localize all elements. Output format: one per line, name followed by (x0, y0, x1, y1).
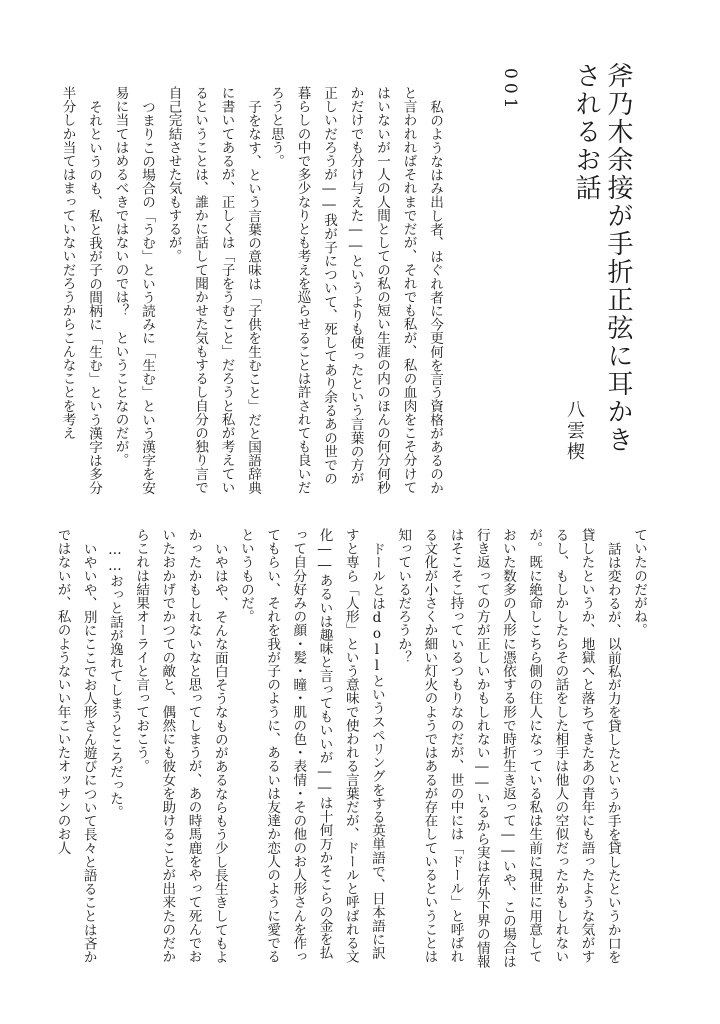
chapter-number-text: 001 (500, 68, 520, 113)
paragraph: 子をなす、という言葉の意味は「子供を生むこと」だと国語辞典に書いてあるが、正しくは「子をうむこと」だろうと私が考えているということは、誰かに話して聞かせた気もするし自分の独り言で自己完結させた気もするが。 (165, 86, 261, 494)
author-name-text: 八雲楔 (564, 400, 585, 463)
body-text-top-left (59, 86, 266, 498)
paragraph: それというのも、私と我が子の間柄に「生む」という漢字は多分半分しか当てはまっていないだろうからこんなことを考え (59, 86, 102, 494)
story-title-text: 斧乃木余接が手折正弦に耳かきされるお話 (571, 62, 633, 454)
paragraph: つまりこの場合の「うむ」という読みに「生む」という漢字を安易に当てはめるべきではないのでは？ ということなのだが。 (112, 86, 155, 494)
paragraph: いやはや、そんな面白そうなものがあるならもう少し長生きしてもよかったかもしれないなと思ってしまうが、あの時馬鹿をやって死んでおいたおかげでかつての敵と、偶然にも彼女を助けることが出来たのだからこれは結果オーライと言っておこう。 (133, 528, 228, 964)
paragraph: ドールとはdollというスペリングをする英単語で、日本語に訳すと専ら「人形」という意味で使われる言葉だが、ドールと呼ばれる文化――あるいは趣味と言ってもいいが――は十何万かそこらの金を払って自分好みの顔・髪・瞳・肌の色・表情・その他のお人形さんを作ってもらい、それを我が子のように、あるいは友達か恋人のように愛でるというものだ。 (237, 528, 385, 964)
body-text-bottom (54, 528, 652, 968)
author-name (556, 400, 588, 470)
paragraph: ……おっと話が逸れてしまうところだった。 (106, 541, 123, 819)
paragraph: ていたのだがね。 (631, 528, 647, 637)
chapter-number (496, 68, 522, 148)
paragraph: いやいや、別にここでお人形さん遊びについて長々と語ることは吝かではないが、私のようないい年こいたオッサンのお人 (54, 528, 97, 964)
body-text-top-right (268, 86, 448, 498)
paragraph: 私のようなはみ出し者、はぐれ者に今更何を言う資格があるのかと言われればそれまでだが、それでも私が、私の血肉をこそ分けてはいないが一人の人間としての私の短い生涯の内のほんの何分何秒かだけでも分け与えた――というよりも使ったという言葉の方が正しいだろうが――我が子について、死してあり余るあの世での暮らしの中で多少なりとも考えを巡らせることは許されても良いだろうと思う。 (268, 86, 443, 494)
paragraph: 話は変わるが、以前私が力を貸したというか手を貸したというか口を貸したというか、地獄へと落ちてきたあの青年にも語ったような気がするし、もしかしたらその話をした相手は他人の空似だったかもしれないが。既に絶命しこちら側の住人になっている私は生前に現世に用意しておいた数多の人形に憑依する形で時折生き返って――いや、この場合は行き返っての方が正しいかもしれない――いるから実は存外下界の情報はそこそこ持っているつもりなのだが、世の中には「ドール」と呼ばれる文化が小さくか細い灯火のようではあるが存在しているということは知っているだろうか？ (395, 528, 621, 968)
